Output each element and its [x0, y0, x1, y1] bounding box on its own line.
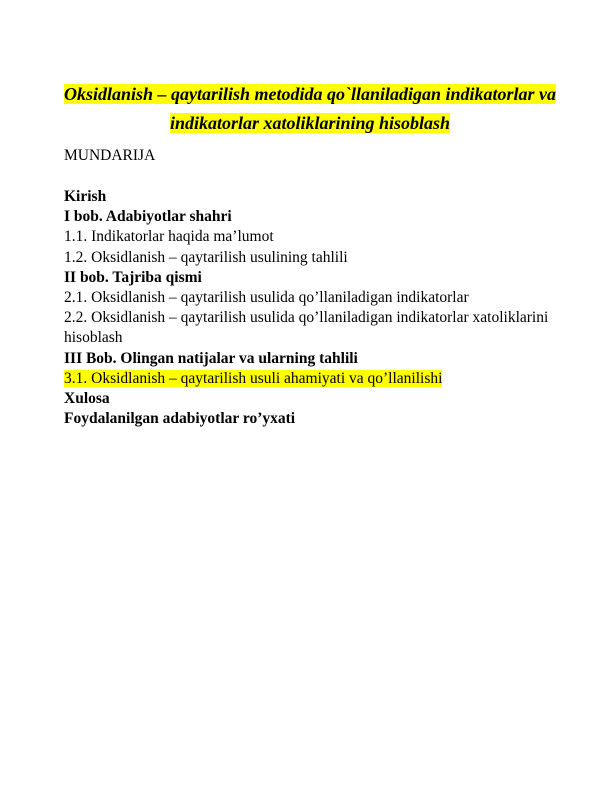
- toc-item-text: 2.2. Oksidlanish – qaytarilish usulida qo’llaniladigan indikatorlar xatoliklarini hisoblash: [64, 309, 549, 347]
- toc-item-text-highlighted: 3.1. Oksidlanish – qaytarilish usuli ahamiyati va qo’llanilishi: [64, 369, 443, 387]
- toc-item-references: [64, 409, 574, 429]
- toc-item-3-1: [64, 369, 574, 389]
- toc-item-text: 1.2. Oksidlanish – qaytarilish usulining tahlili: [64, 248, 348, 266]
- toc-item-text: Kirish: [64, 188, 107, 205]
- toc-item-xulosa: [64, 389, 574, 409]
- toc-item-kirish: [64, 187, 574, 207]
- toc-item-chapter-3: [64, 349, 574, 369]
- toc-item-text: Xulosa: [64, 390, 110, 408]
- document-title: [50, 80, 570, 138]
- title-line-1: Oksidlanish – qaytarilish metodida qo`llaniladigan indikatorlar va: [63, 84, 557, 104]
- toc-item-1-1: [64, 227, 574, 247]
- toc-item-text: 2.1. Oksidlanish – qaytarilish usulida qo’llaniladigan indikatorlar: [64, 289, 469, 307]
- toc-item-1-2: [64, 248, 574, 268]
- toc-item-2-1: [64, 288, 574, 308]
- toc-item-text: 1.1. Indikatorlar haqida ma’lumot: [64, 228, 274, 246]
- table-of-contents: [64, 187, 574, 429]
- toc-item-chapter-1: [64, 207, 574, 227]
- toc-item-text: Foydalanilgan adabiyotlar ro’yxati: [64, 410, 296, 428]
- toc-item-chapter-2: [64, 268, 574, 288]
- toc-item-text: I bob. Adabiyotlar shahri: [64, 208, 232, 226]
- toc-item-text: II bob. Tajriba qismi: [64, 268, 202, 286]
- toc-item-2-2: [64, 308, 574, 348]
- title-line-2: indikatorlar xatoliklarining hisoblash: [169, 113, 451, 133]
- toc-item-text: III Bob. Olingan natijalar va ularning tahlili: [64, 349, 358, 367]
- toc-heading: MUNDARIJA: [64, 147, 156, 164]
